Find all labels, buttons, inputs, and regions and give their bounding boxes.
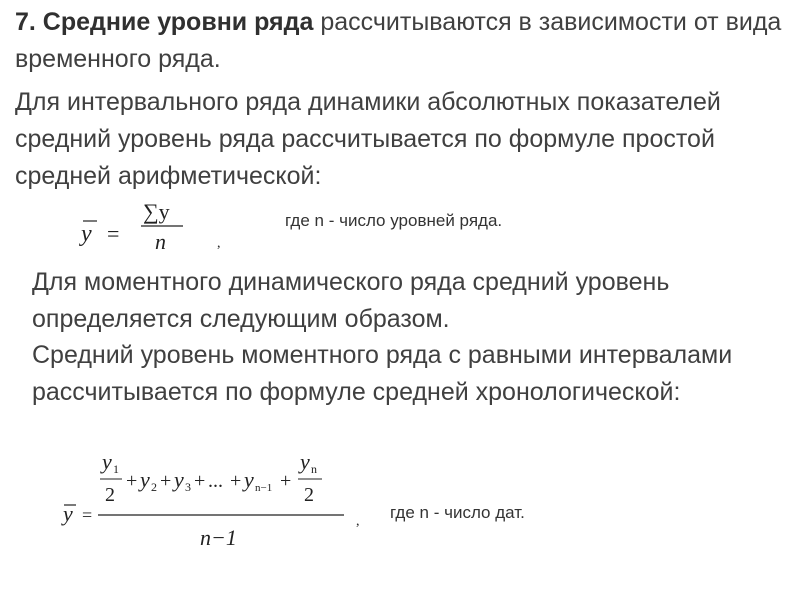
formula1-denominator: n (155, 229, 166, 254)
plus-sign: + (280, 470, 292, 492)
formula2-comma: , (356, 514, 360, 529)
formula1-lhs: y (81, 221, 92, 247)
paragraph-intro-rest: рассчитываются в зависимости от вида временного ряда. (15, 8, 782, 73)
paragraph-intro (15, 4, 785, 78)
term-yn: y (300, 449, 310, 474)
formula1-numerator: ∑y (143, 199, 170, 224)
term-y3-sub: 3 (185, 480, 191, 494)
formula2-equals: = (82, 505, 93, 525)
term-yn-1: y (244, 467, 254, 492)
formula1-note: где n - число уровней ряда. (285, 211, 503, 230)
term-y1-denominator: 2 (105, 484, 115, 506)
term-yn-denominator: 2 (304, 484, 314, 506)
formula1-equals: = (107, 221, 120, 246)
plus-sign: + (230, 470, 242, 492)
term-y2-sub: 2 (151, 480, 157, 494)
paragraph-moment-series: Для моментного динамического ряда средний уровень определяется следующим образом. (32, 268, 670, 333)
plus-sign: + (194, 470, 206, 492)
ellipsis: ... (208, 470, 223, 492)
formula-arithmetic-mean (75, 195, 245, 255)
term-y1: y (102, 449, 112, 474)
paragraph-chronological-mean: Средний уровень моментного ряда с равными интервалами рассчитывается по формуле средней хронологической: (32, 341, 733, 406)
plus-sign: + (160, 470, 172, 492)
term-y1-sub: 1 (113, 462, 119, 476)
plus-sign: + (126, 470, 138, 492)
term-yn-sub: n (311, 462, 317, 476)
term-y2: y (140, 467, 150, 492)
term-y3: y (174, 467, 184, 492)
formula2-lhs: y (63, 501, 73, 526)
formula1-comma: , (217, 236, 221, 251)
paragraph-intro-lead: 7. Средние уровни ряда (15, 8, 314, 36)
formula-chronological-mean (60, 445, 380, 560)
term-yn-1-sub: n−1 (255, 482, 273, 494)
formula2-note: где n - число дат. (390, 503, 525, 522)
formula2-denominator: n−1 (200, 525, 237, 550)
paragraph-interval-series: Для интервального ряда динамики абсолютных показателей средний уровень ряда рассчитывается по формуле простой средней арифметической: (15, 88, 721, 190)
